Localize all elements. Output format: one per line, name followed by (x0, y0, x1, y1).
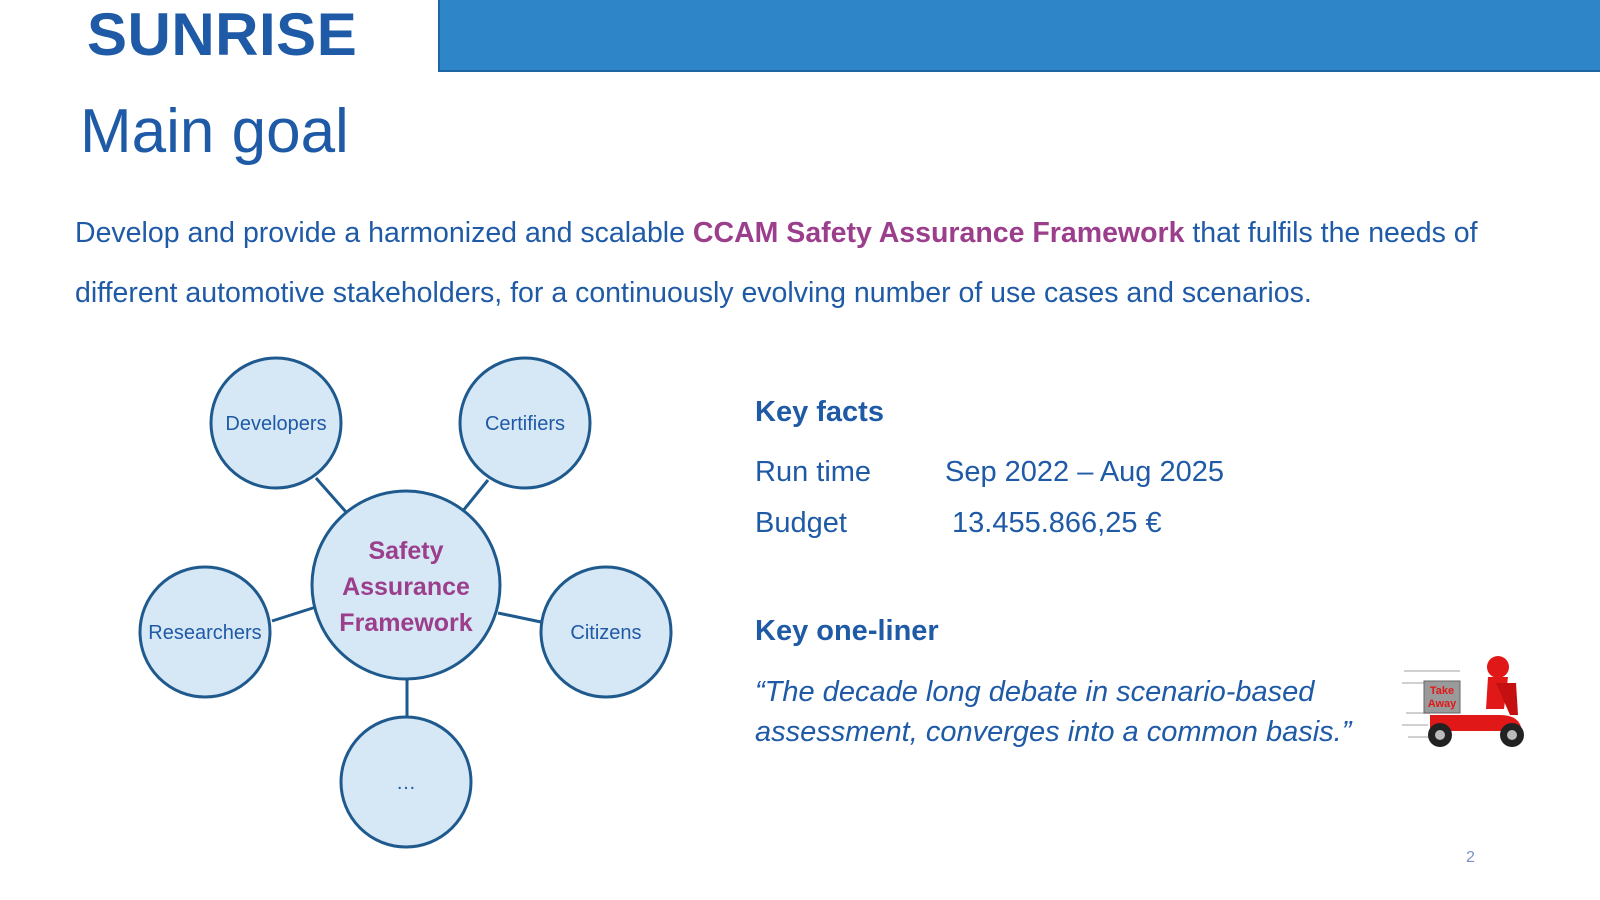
budget-label: Budget (755, 507, 847, 539)
budget-value: 13.455.866,25 € (952, 507, 1162, 539)
key-facts-heading: Key facts (755, 396, 884, 428)
node-more-label: … (396, 772, 416, 794)
edge-certifiers (462, 480, 488, 512)
goal-text-start: Develop and provide a harmonized and scalable (75, 217, 693, 249)
node-citizens-label: Citizens (570, 622, 642, 644)
takeaway-label-line1: Take (1429, 685, 1455, 697)
edge-developers (316, 478, 346, 512)
key-one-liner-quote: “The decade long debate in scenario-based assessment, converges into a common basis.” (755, 676, 1352, 748)
page-number: 2 (1466, 849, 1475, 866)
edge-researchers (272, 607, 316, 621)
node-certifiers-label: Certifiers (484, 413, 566, 435)
key-one-liner-heading: Key one-liner (755, 615, 939, 647)
goal-text-end: that fulfils the needs of different automotive stakeholders, for a continuously evolving number of use cases and scenarios. (75, 217, 1478, 309)
center-label-line2: Assurance (342, 573, 470, 601)
take-away-scooter-icon (1400, 653, 1534, 753)
node-researchers-label: Researchers (148, 622, 262, 644)
takeaway-label-line2: Away (1427, 698, 1457, 710)
center-label-line3: Framework (339, 609, 473, 637)
brand-title: SUNRISE (87, 1, 358, 68)
node-developers-label: Developers (225, 413, 327, 435)
page-title: Main goal (80, 97, 349, 166)
goal-highlight: CCAM Safety Assurance Framework (692, 217, 1185, 249)
edge-citizens (498, 613, 541, 622)
stakeholder-diagram (0, 0, 700, 900)
run-time-value: Sep 2022 – Aug 2025 (945, 456, 1224, 488)
run-time-label: Run time (755, 456, 872, 488)
center-label-line1: Safety (368, 537, 444, 565)
